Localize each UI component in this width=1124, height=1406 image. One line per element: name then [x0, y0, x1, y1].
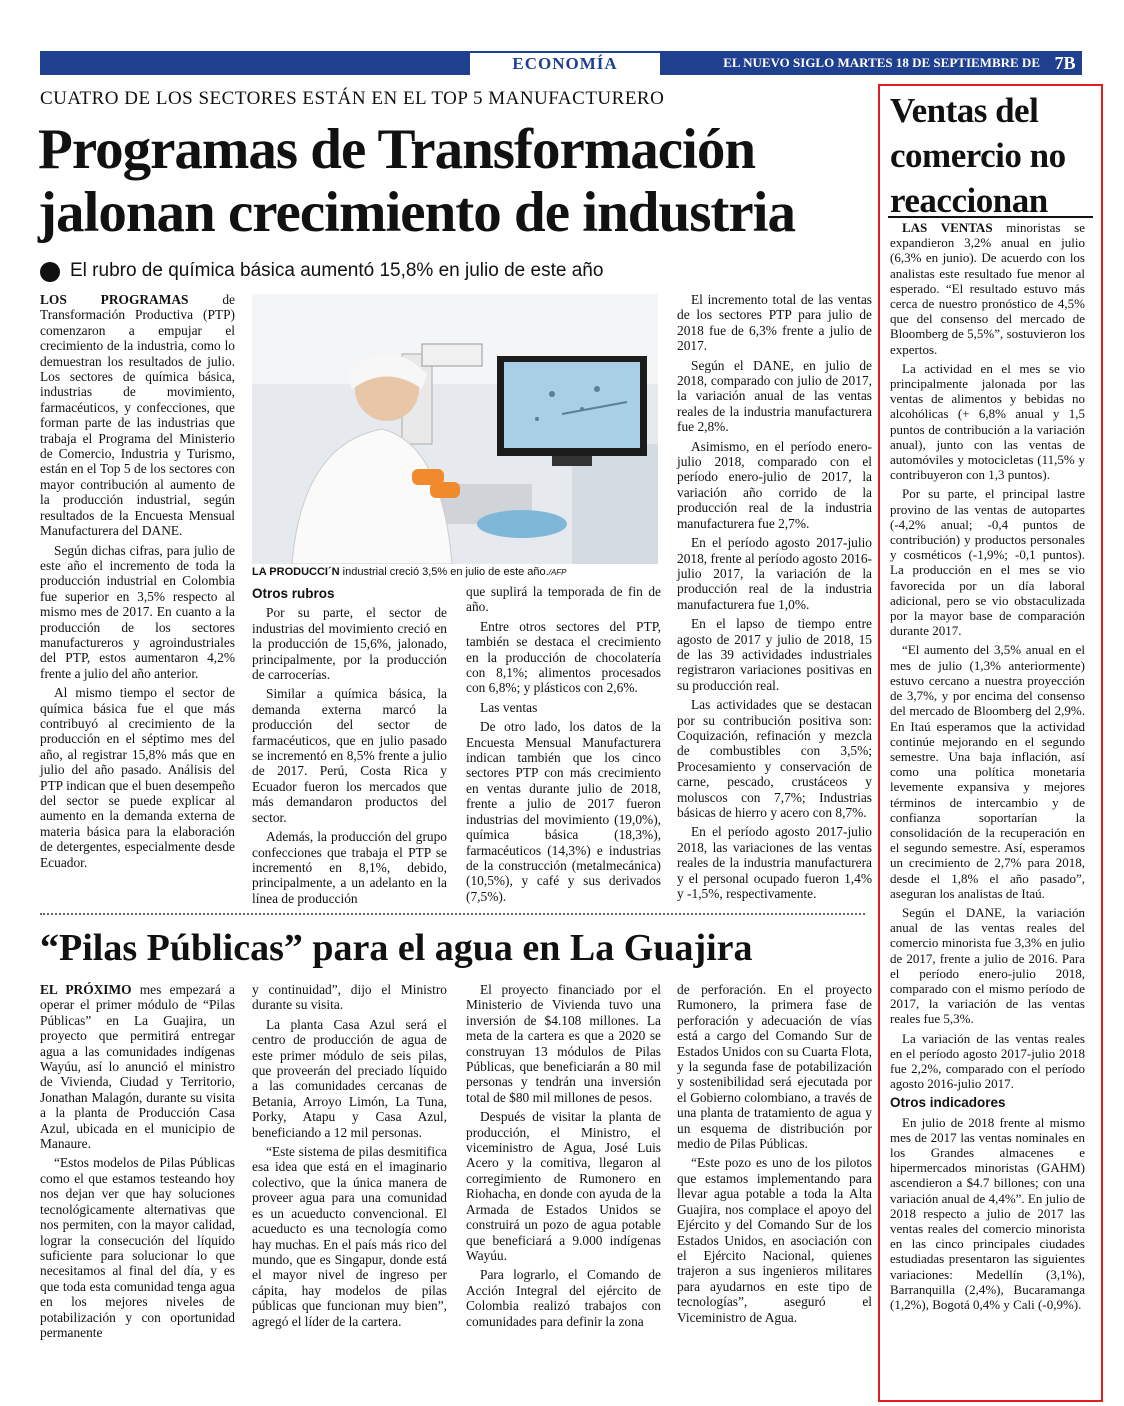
sidebar-title-line-1: Ventas del — [890, 91, 1039, 130]
sidebar-title-line-3: reaccionan — [890, 181, 1048, 220]
caption-credit: /AFP — [548, 568, 567, 577]
lab-photo — [252, 294, 658, 564]
paragraph: En el período agosto 2017-julio 2018, las variaciones de las ventas reales de la industria manufacturera y el personal ocupado fueron 1,4% y -1,5%, respectivamente. — [677, 824, 872, 902]
paragraph: y continuidad”, dijo el Ministro durante su visita. — [252, 982, 447, 1013]
paragraph — [40, 292, 235, 539]
paragraph: El proyecto financiado por el Ministerio de Vivienda tuvo una inversión de $4.108 millones. La meta de la cartera es que a 2020 se construyan 13 módulos de Pilas Públicas, que beneficiarán a 80 mil personas y tendrán una inversión total de $80 mil millones de pesos. — [466, 982, 661, 1105]
paragraph: Según dichas cifras, para julio de este año el incremento de toda la producción industrial en Colombia fue superior en 3,5% respecto al mismo mes de 2017. En cuanto a la producción de los sectores manufactureros y agroindustriales del PTP, estos aumentaron 4,2% frente a julio del año anterior. — [40, 542, 235, 681]
paragraph — [40, 982, 235, 1151]
subsection-title: Otros indicadores — [890, 1095, 1006, 1111]
paragraph: En el lapso de tiempo entre agosto de 2017 y julio de 2018, 15 de las 39 actividades industriales registraron variaciones positivas en su producción real. — [677, 616, 872, 693]
article1-column-2 — [252, 584, 447, 910]
paragraph: “El aumento del 3,5% anual en el mes de julio (1,3% anteriormente) estuvo cercano a nuestra proyección de 3,7%, y por encima del consenso del mercado de Bloomberg del 2,9%. En Itaú esperamos que la actividad continúe mejorando en el segundo semestre. Una baja inflación, así como una política monetaria levemente expansiva y mejores términos de intercambio y de confianza soportarían la consolidación de la recuperación en el segundo semestre. Así, esperamos un crecimiento de 2,7% para 2018, desde el 1,8% el año pasado”, aseguran los analistas de Itaú. — [890, 642, 1085, 901]
article-divider — [40, 913, 865, 915]
paragraph: “Este sistema de pilas desmitifica esa idea que está en el imaginario colectivo, que la única manera de proveer agua para una comunidad es un acueducto convencional. El acueducto es una tecnología como hay muchas. En el país más rico del mundo, que es Singapur, donde está el mayor nivel de ingreso per cápita, hay modelos de pilas públicas que funcionan muy bien”, agregó el líder de la cartera. — [252, 1144, 447, 1329]
paragraph: Según el DANE, la variación anual de las ventas reales del comercio minorista fue 3,3% en julio de 2017, frente a julio de 2016. Para el período enero-julio 2018, comparado con el mismo período de 2017, la variación de las ventas reales fue 5,3%. — [890, 904, 1085, 1027]
paragraph: Por su parte, el principal lastre provino de las ventas de autopartes (-4,2% anual; -0,4 puntos de contribución) y productos personales y cosméticos (-1,9%; -0,1 puntos). La producción en el mes se vio favorecida por un día laboral adicional, pero se vio obstaculizada por la mayor base de comparación durante 2017. — [890, 486, 1085, 639]
article2-headline: “Pilas Públicas” para el agua en La Guajira — [40, 927, 753, 969]
paragraph: Al mismo tiempo el sector de química básica fue el que más contribuyó al crecimiento de la producción en el séptimo mes del año, al registrar 15,8% más que en julio del año pasado. Análisis del PTP indican que el buen desempeño del sector se puede explicar al aumento en la demanda externa de materia básica para la elaboración de detergentes, especialmente desde Ecuador. — [40, 685, 235, 870]
article1-column-4 — [677, 292, 872, 905]
paragraph: La variación de las ventas reales en el período agosto 2017-julio 2018 fue 2,2%, comparado con el período agosto 2016-julio 2017. — [890, 1030, 1085, 1092]
paragraph: La planta Casa Azul será el centro de producción de agua de este primer módulo de seis pilas, que proveerán del preciado líquido a las comunidades cercanas de Betania, Arroyo Limón, La Tuna, Porky, Atapu y Casa Azul, beneficiando a 12 mil personas. — [252, 1016, 447, 1140]
paragraph: Las actividades que se destacan por su contribución positiva son: Coquización, refinación y mezcla de combustibles con 3,5%; Procesamiento y conservación de carne, pescado, crustáceos y moluscos con 7,7%; Industrias básicas de hierro y acero con 8,7%. — [677, 697, 872, 820]
lead-in: LOS PROGRAMAS — [40, 292, 189, 307]
paragraph: Entre otros sectores del PTP, también se destaca el crecimiento en la producción de chocolatería con 8,1%; alimentos procesados con 6,8%; y plásticos con 2,6%. — [466, 618, 661, 696]
paragraph: Según el DANE, en julio de 2018, comparado con julio de 2017, la variación anual de las ventas reales de la industria manufacturera fue 2,8%. — [677, 357, 872, 435]
article2-column-1 — [40, 982, 235, 1344]
sidebar-body — [890, 220, 1085, 1316]
article1-column-3 — [466, 584, 661, 908]
page-number: 7B — [1054, 53, 1076, 73]
photo-caption — [252, 566, 662, 578]
paragraph: “Este pozo es uno de los pilotos que estamos implementando para llevar agua potable a toda la Alta Guajira, nos complace el apoyo del Ejército y del Comando Sur de los Estados Unidos, en asociación con el Ejército Nacional, quienes trajeron a sus ingenieros militares para ayudarnos en este tipo de tecnologías”, aseguró el Viceministro de Agua. — [677, 1155, 872, 1325]
headline-line-2: jalonan crecimiento de industria — [38, 181, 796, 244]
article2-column-2 — [252, 982, 447, 1333]
article2-column-3 — [466, 982, 661, 1333]
paragraph: Después de visitar la planta de producción, el Ministro, el viceministro de Agua, José Luis Acero y la comitiva, llegaron al corregimiento de Rumonero en Riohacha, en donde con ayuda de la Armada de Estados Unidos se construirá un pozo de agua potable que beneficiará a 9.000 indígenas Wayúu. — [466, 1109, 661, 1263]
paragraph: de perforación. En el proyecto Rumonero, la primera fase de perforación y adecuación de vías está a cargo del Comando Sur de Estados Unidos con su Cuarta Flota, y la segunda fase de potabilización y sostenibilidad será ejecutada por el Gobierno colombiano, a través de una planta de tratamiento de agua y un esquema de distribución por medio de Pilas Públicas. — [677, 982, 872, 1152]
paragraph: De otro lado, los datos de la Encuesta Mensual Manufacturera indican también que los cinco sectores PTP con más crecimiento en ventas durante julio de 2018, frente a julio de 2017 fueron industrias del movimiento (19,0%), química básica (18,3%), farmacéuticos (14,3%) e industrias de la construcción (metalmecánica) (10,5%), y café y sus derivados (7,5%). — [466, 719, 661, 904]
subsection-title: Otros rubros — [252, 586, 335, 601]
sidebar-title — [890, 88, 1090, 223]
paragraph: Por su parte, el sector de industrias del movimiento creció en la producción de 15,6%, jalonado, principalmente, por la producción de carrocerías. — [252, 605, 447, 683]
sidebar-title-line-2: comercio no — [890, 136, 1066, 175]
paragraph: Similar a química básica, la demanda externa marcó la producción del sector de farmacéuticos, que en julio pasado se incrementó en 8,5% frente a julio de 2017. Perú, Costa Rica y Ecuador fueron los mercados que más demandaron productos del sector. — [252, 686, 447, 825]
paragraph: En el período agosto 2017-julio 2018, frente al período agosto 2016-julio 2017, la variación de la producción real de la industria manufacturera fue 1,0%. — [677, 535, 872, 612]
lead-in: EL PRÓXIMO — [40, 982, 132, 997]
caption-text: industrial creció 3,5% en julio de este año. — [339, 566, 549, 578]
article1-column-1 — [40, 292, 235, 874]
section-name: ECONOMÍA — [470, 53, 660, 75]
article-headline — [38, 118, 868, 244]
paragraph: El incremento total de las ventas de los sectores PTP para julio de 2018 fue de 6,3% frente a julio de 2017. — [677, 292, 872, 354]
paragraph: “Estos modelos de Pilas Públicas como el que estamos testeando hoy nos dejan ver que hay soluciones tecnológicamente alternativas que nos permiten, con la mayor calidad, lograr la consecución del líquido suficiente para solucionar lo que necesitamos al final del día, y es que toda esta comunidad tenga agua en los mejores niveles de potabilización y con oportunidad permanente — [40, 1155, 235, 1340]
paragraph: que suplirá la temporada de fin de año. — [466, 584, 661, 615]
article-kicker: CUATRO DE LOS SECTORES ESTÁN EN EL TOP 5 MANUFACTURERO — [40, 88, 665, 109]
photo-illustration — [252, 294, 658, 564]
article-subhead: El rubro de química básica aumentó 15,8% en julio de este año — [70, 260, 604, 281]
paragraph-text: minoristas se expandieron 3,2% anual en julio (6,3% en junio). De acuerdo con los analistas este resultado fue menor al esperado. “El resultado estuvo más cerca de nuestro pronóstico de 4,5% que del consenso del mercado de Bloomberg de 5,5%”, sostuvieron los expertos. — [890, 220, 1086, 357]
paragraph — [890, 220, 1085, 357]
paragraph: Además, la producción del grupo confecciones que trabaja el PTP se incrementó en 8,1%, debido, principalmente, a un adelanto en la línea de producción — [252, 829, 447, 906]
masthead-date: EL NUEVO SIGLO MARTES 18 DE SEPTIEMBRE DE 2018 — [723, 55, 1040, 94]
bullet-icon — [40, 262, 60, 282]
lead-in: LAS VENTAS — [902, 220, 993, 235]
subsection-title: Las ventas — [480, 699, 538, 715]
paragraph-text: de Transformación Productiva (PTP) comenzaron a empujar el crecimiento de la industria, como lo demuestran los resultados de julio. Los sectores de química básica, industrias de movimiento, farmacéuticos, y confecciones, que forman parte de las industrias que trabaja el Programa del Ministerio de Comercio, Industria y Turismo, están en el Top 5 de los sectores con mayor contribución al aumento de la producción industrial, según resultados de la Encuesta Mensual Manufacturera del DANE. — [40, 292, 235, 539]
paragraph-text: mes empezará a operar el primer módulo de “Pilas Públicas” en La Guajira, un proyecto que permitirá entregar agua a las comunidades indígenas Wayúu, así lo anunció el ministro de Vivienda, Ciudad y Territorio, Jonathan Malagón, durante su visita a la planta de Producción Casa Azul, ubicada en el municipio de Manaure. — [40, 982, 235, 1152]
paragraph: En julio de 2018 frente al mismo mes de 2017 las ventas nominales en los Grandes almacenes e hipermercados minoristas (GAHM) ascendieron a $4.7 billones; con una variación anual de 4,4%”. En julio de 2018 respecto a julio de 2017 las ventas reales del comercio minorista en las cinco principales ciudades estudiadas presentaron las siguientes variaciones: Medellín (3,1%), Barranquilla (2,4%), Bucaramanga (1,2%), Bogotá 0,4% y Cali (-0,9%). — [890, 1114, 1085, 1313]
paragraph: La actividad en el mes se vio principalmente jalonada por las ventas de alimentos y bebidas no alcohólicas (+ 6,8% anual y 1,5 puntos de contribución a la variación anual), junto con las ventas de automóviles y motocicletas (11,5% y contribuyeron con 1,3 puntos). — [890, 360, 1085, 483]
paragraph: Para lograrlo, el Comando de Acción Integral del ejército de Colombia realizó trabajos con comunidades para definir la zona — [466, 1267, 661, 1329]
sidebar-divider — [888, 216, 1093, 218]
caption-lead: LA PRODUCCI´N — [252, 566, 340, 578]
headline-line-1: Programas de Transformación — [38, 118, 756, 181]
paragraph: Asimismo, en el período enero-julio 2018, comparado con el período enero-julio de 2017, la variación año corrido de la producción real de la industria manufacturera fue 2,7%. — [677, 438, 872, 531]
article2-column-4 — [677, 982, 872, 1329]
